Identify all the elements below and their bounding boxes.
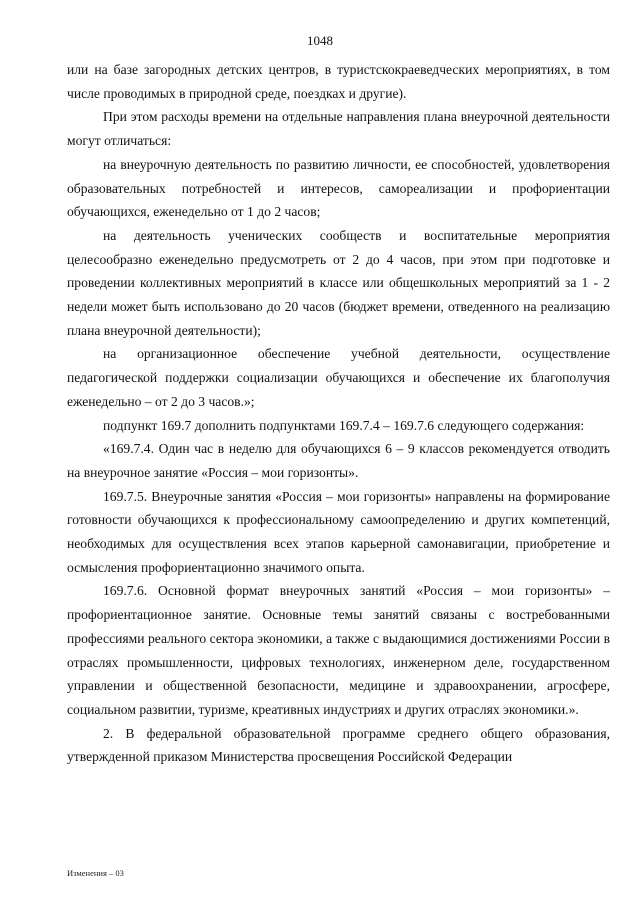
paragraph-169-7-4: «169.7.4. Один час в неделю для обучающихся 6 – 9 классов рекомендуется отводить на внеурочное занятие «Россия – мои горизонты». <box>67 441 610 480</box>
paragraph-organizational-support: на организационное обеспечение учебной деятельности, осуществление педагогической поддержки социализации обучающихся и обеспечение их благополучия еженедельно – от 2 до 3 часов.»; <box>67 346 610 409</box>
footer-revision: Изменения – 03 <box>67 868 124 878</box>
document-body <box>67 58 610 769</box>
paragraph-169-7-6: 169.7.6. Основной формат внеурочных занятий «Россия – мои горизонты» – профориентационное занятие. Основные темы занятий связаны с востребованными профессиями реального сектора экономики, а также с выдающимися достижениями России в отраслях промышленности, цифровых технологиях, инженерном деле, государственном управлении и общественной безопасности, медицине и здравоохранении, агросфере, социальном развитии, туризме, креативных индустриях и других отраслях экономики.». <box>67 583 610 717</box>
paragraph-personal-development: на внеурочную деятельность по развитию личности, ее способностей, удовлетворения образовательных потребностей и интересов, самореализации и профориентации обучающихся, еженедельно от 1 до 2 часов; <box>67 156 610 220</box>
paragraph-time-expenses: При этом расходы времени на отдельные направления плана внеурочной деятельности могут отличаться: <box>67 109 610 149</box>
paragraph-subclause-addition: подпункт 169.7 дополнить подпунктами 169.7.4 – 169.7.6 следующего содержания: <box>103 417 585 433</box>
paragraph-item-2: 2. В федеральной образовательной программе среднего общего образования, утвержденной приказом Министерства просвещения Российской Федерации <box>67 725 610 765</box>
paragraph-169-7-5: 169.7.5. Внеурочные занятия «Россия – мои горизонты» направлены на формирование готовности обучающихся к профессиональному самоопределению и других компетенций, необходимых для осуществления всех этапов карьерной самонавигации, приобретение и осмысления профориентационно значимого опыта. <box>67 488 610 575</box>
page-number: 1048 <box>307 33 333 48</box>
paragraph-student-communities: на деятельность ученических сообществ и воспитательные мероприятия целесообразно еженедельно предусмотреть от 2 до 4 часов, при этом при подготовке и проведении коллективных мероприятий в классе или общешкольных мероприятий за 1 - 2 недели может быть использовано до 20 часов (бюджет времени, отведенного на реализацию плана внеурочной деятельности); <box>67 227 610 338</box>
paragraph-continuation: или на базе загородных детских центров, в туристскокраеведческих мероприятиях, в том числе проводимых в природной среде, поездках и другие). <box>67 62 610 101</box>
